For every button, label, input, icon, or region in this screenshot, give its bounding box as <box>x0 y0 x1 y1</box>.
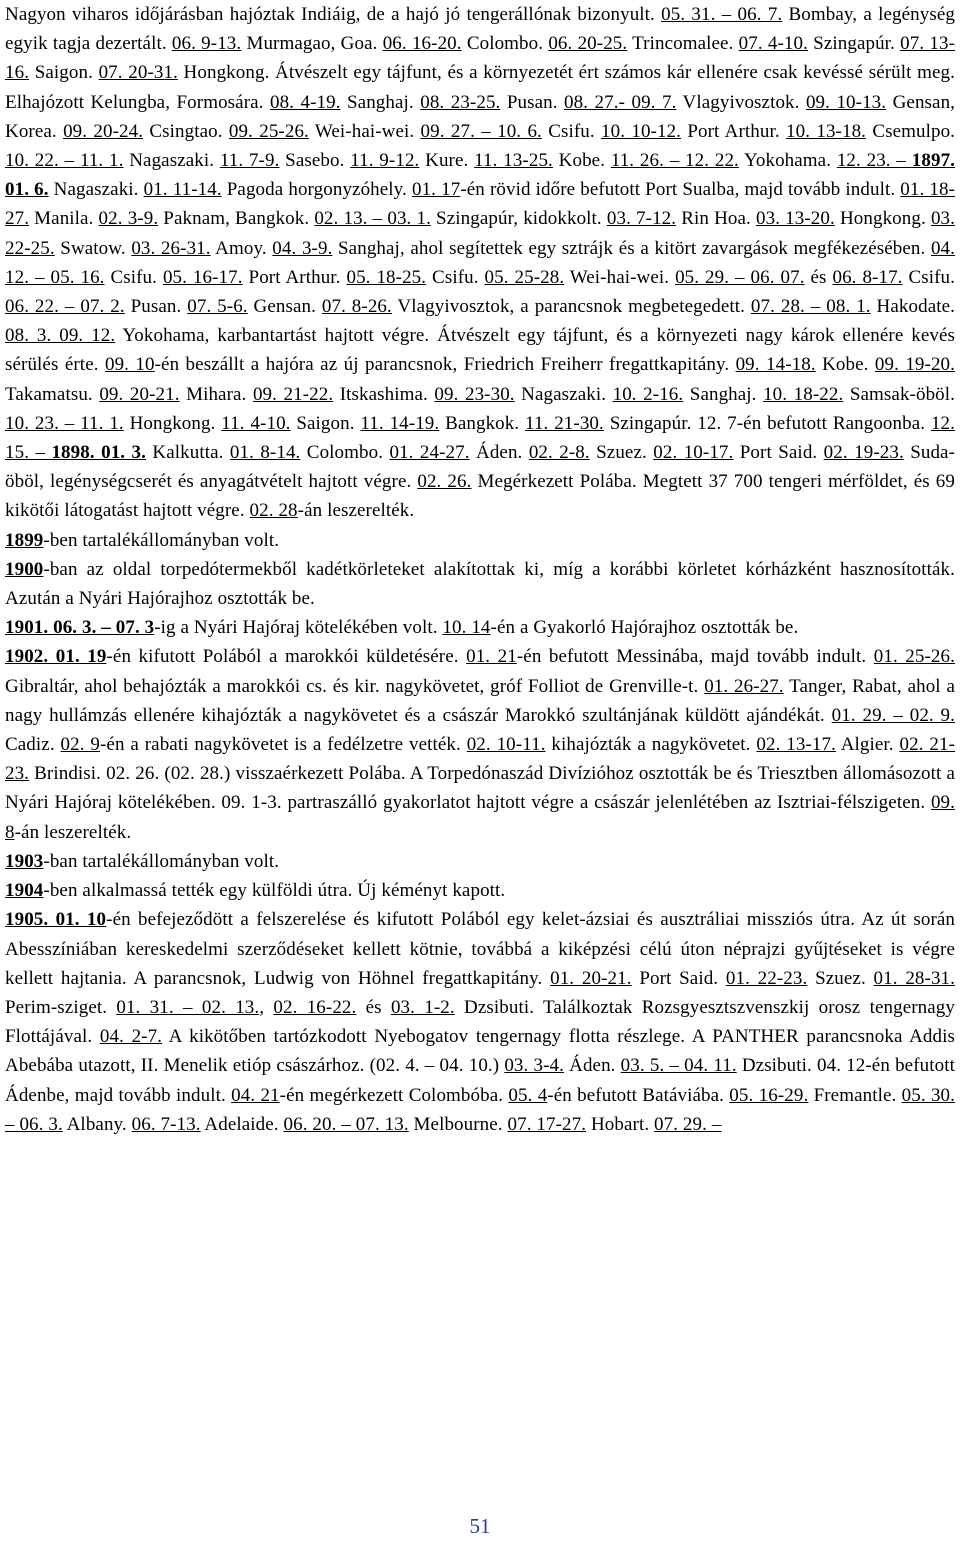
paragraph <box>5 0 955 526</box>
text-run: Nagyon viharos időjárásban hajóztak Indiáig, de a hajó jó tengerállónak bizonyult. <box>5 4 662 25</box>
text-run: Szuez. <box>589 442 654 464</box>
date-reference: 06. 20. – 07. 13. <box>283 1113 409 1135</box>
date-reference: 02. 10-17. <box>653 442 734 464</box>
date-reference: 02. 2-8. <box>528 442 590 464</box>
date-reference: 01. 18-27. <box>5 179 955 230</box>
date-reference: 01. 26-27. <box>704 675 784 697</box>
text-run: Trincomalee. <box>627 33 739 55</box>
date-reference: 03. 22-25. <box>5 208 955 259</box>
text-run: Samsak-öböl. <box>843 383 955 405</box>
text-run: Megérkezett Polába. Megtett 37 700 tengeri mérföldet, és 69 kikötői látogatást hajtott végre. <box>5 471 955 522</box>
date-reference: 1899 <box>5 529 44 551</box>
date-reference: 1905. 01. 10 <box>5 909 107 931</box>
date-reference: 11. 14-19. <box>360 412 440 434</box>
date-reference: 02. 21-23. <box>5 734 956 785</box>
text-run: Colombo. <box>300 442 390 464</box>
date-reference: 05. 18-25. <box>346 266 427 288</box>
date-reference: 05. 29. – 06. 07. <box>675 266 805 288</box>
text-run: Swatow. <box>54 237 132 259</box>
date-reference: 01. 25-26. <box>873 646 955 668</box>
text-run: Port Said. <box>733 442 824 464</box>
paragraph <box>5 847 955 876</box>
date-reference: 1900 <box>5 558 44 580</box>
text-run: Saigon. <box>29 62 99 84</box>
date-reference: 01. 21 <box>466 646 517 668</box>
text-run: -én kifutott Polából a marokkói küldetésére. <box>106 646 467 668</box>
date-reference: 11. 13-25. <box>474 150 553 172</box>
text-run: Szingapúr. <box>807 33 901 55</box>
date-reference: 05. 31. – 06. 7. <box>661 4 783 25</box>
text-run: Szingapúr, kidokkolt. <box>430 208 607 230</box>
date-reference: 04. 12. – 05. 16. <box>5 237 955 288</box>
text-run: Sanghaj, ahol segítettek egy sztrájk és a kitört zavargások megfékezésében. <box>332 237 931 259</box>
text-run: Csifu. <box>426 266 485 288</box>
date-reference: 02. 9 <box>60 734 100 756</box>
text-run: -ben tartalékállományban volt. <box>43 529 280 551</box>
date-reference: 05. 16-17. <box>162 266 243 288</box>
text-run: Sasebo. <box>279 150 351 172</box>
date-reference: 1902. 01. 19 <box>5 646 107 668</box>
text-run: -én a Gyakorló Hajórajhoz osztották be. <box>490 617 799 639</box>
date-reference: 1897. 01. 6. <box>5 150 956 201</box>
paragraph <box>5 642 955 846</box>
date-reference: 11. 7-9. <box>219 150 280 172</box>
date-reference: 02. 10-11. <box>466 734 546 756</box>
date-reference: 01. 20-21. <box>550 967 632 989</box>
text-run: és <box>804 266 833 288</box>
date-reference: 11. 21-30. <box>525 412 604 434</box>
date-reference: 01. 11-14. <box>143 179 222 201</box>
date-reference: 03. 26-31. <box>131 237 211 259</box>
date-reference: 03. 1-2. <box>390 996 455 1018</box>
text-run: Albany. <box>62 1113 132 1135</box>
text-run: -én befejeződött a felszerelése és kifutott Polából egy kelet-ázsiai és ausztráliai missziós útra. Az út során Abesszíniában kereskedelmi szerződéseket kellett kötnie, továbbá a kiképzési célú úton néprajzi gyűjtéseket is végre kellett hajtania. A parancsnok, Ludwig von Höhnel fregattkapitány. <box>5 909 956 989</box>
date-reference: 08. 23-25. <box>420 91 501 113</box>
text-run: Suda-öböl, legénységcserét és anyagátvételt hajtott végre. <box>5 442 956 493</box>
text-run: -én megérkezett Colombóba. <box>279 1084 509 1106</box>
text-run: Port Arthur. <box>681 120 786 142</box>
date-reference: 03. 7-12. <box>606 208 677 230</box>
date-reference: 09. 19-20. <box>874 354 955 376</box>
text-run: Kure. <box>419 150 475 172</box>
date-reference: 01. 31. – 02. 13. <box>116 996 260 1018</box>
date-reference: 02. 3-9. <box>98 208 159 230</box>
text-run: Nagaszaki. <box>514 383 613 405</box>
text-run: -én befutott Messinába, majd tovább indult. <box>516 646 874 668</box>
text-run: Wei-hai-wei. <box>308 120 421 142</box>
text-run: Paknam, Bangkok. <box>158 208 315 230</box>
text-run: Dzsibuti. Találkoztak Rozsgyesztszvenszkij orosz tengernagy Flottájával. <box>5 996 956 1048</box>
text-run: Adelaide. <box>200 1113 284 1135</box>
date-reference: 02. 19-23. <box>823 442 904 464</box>
paragraph <box>5 905 955 1139</box>
text-run: Csifu. <box>541 120 602 142</box>
text-run: Algier. <box>835 734 900 756</box>
date-reference: 05. 30. – 06. 3. <box>5 1084 955 1135</box>
date-reference: 02. 13-17. <box>756 734 836 756</box>
date-reference: 09. 25-26. <box>228 120 309 142</box>
text-run: , <box>259 996 274 1018</box>
date-reference: 04. 21 <box>231 1084 280 1106</box>
text-run: -án leszerelték. <box>297 500 415 522</box>
date-reference: 09. 23-30. <box>434 383 515 405</box>
text-run: Hobart. <box>586 1113 655 1135</box>
date-reference: 10. 22. – 11. 1. <box>5 150 124 172</box>
text-run: Tanger, Rabat, ahol a nagy hullámzás ellenére kihajózták a nagykövetet és a császár Marokkó szultánjának küldött ajándékát. <box>5 675 956 726</box>
date-reference: 07. 17-27. <box>507 1113 587 1135</box>
date-reference: 09. 10 <box>104 354 155 376</box>
date-reference: 03. 13-20. <box>756 208 835 230</box>
date-reference: 01. 28-31. <box>873 967 956 989</box>
date-reference: 09. 27. – 10. 6. <box>420 120 542 142</box>
text-run: Perim-sziget. <box>5 996 117 1018</box>
date-reference: 10. 18-22. <box>763 383 844 405</box>
document-body <box>5 0 955 1139</box>
text-run: -én rövid időre befutott Port Sualba, majd tovább indult. <box>460 179 901 201</box>
text-run: Áden. <box>469 442 529 464</box>
date-reference: 06. 22. – 07. 2. <box>5 296 125 318</box>
date-reference: 1901. 06. 3. – 07. 3 <box>5 617 155 639</box>
text-run: Szingapúr. 12. 7-én befutott Rangoonba. <box>603 412 931 434</box>
text-run: Bangkok. <box>439 412 526 434</box>
date-reference: 05. 25-28. <box>484 266 565 288</box>
date-reference: 08. 27.- 09. 7. <box>564 91 677 113</box>
text-run: Gensan. <box>247 296 322 318</box>
text-run: kihajózták a nagykövetet. <box>545 734 757 756</box>
text-run: -én beszállt a hajóra az új parancsnok, Friedrich Freiherr fregattkapitány. <box>154 354 736 376</box>
text-run: Hongkong. Átvészelt egy tájfunt, és a környezetét ért számos kár ellenére csak kevéssé sérült meg. Elhajózott Kelungba, Formosára. <box>5 62 956 113</box>
text-run: Gibraltár, ahol behajózták a marokkói cs. és kir. nagykövetet, gróf Folliot de Grenville-t. <box>5 675 705 697</box>
text-run: Kalkutta. <box>146 442 230 464</box>
text-run: Yokohama, karbantartást hajtott végre. Átvészelt egy tájfunt, és a környezeti nagy károk ellenére kevés sérülés érte. <box>5 325 955 376</box>
text-run: Gensan, Korea. <box>5 91 956 142</box>
date-reference: 10. 13-18. <box>786 120 867 142</box>
date-reference: 11. 26. – 12. 22. <box>610 150 739 172</box>
text-run: Wei-hai-wei. <box>564 266 676 288</box>
date-reference: 06. 7-13. <box>131 1113 201 1135</box>
text-run: -én befutott Batáviába. <box>547 1084 730 1106</box>
date-reference: 05. 4 <box>508 1084 548 1106</box>
date-reference: 06. 16-20. <box>382 33 462 55</box>
date-reference: 04. 3-9. <box>272 237 333 259</box>
date-reference: 05. 16-29. <box>729 1084 809 1106</box>
text-run: -ban tartalékállományban volt. <box>43 850 280 872</box>
text-run: Pusan. <box>500 91 565 113</box>
date-reference: 04. 2-7. <box>99 1026 163 1048</box>
text-run: és <box>356 996 391 1018</box>
text-run: Mihara. <box>179 383 253 405</box>
date-reference: 07. 29. – <box>654 1113 722 1135</box>
text-run: Csifu. <box>104 266 163 288</box>
text-run: Rin Hoa. <box>676 208 756 230</box>
date-reference: 07. 4-10. <box>738 33 808 55</box>
text-run: Kobe. <box>815 354 875 376</box>
text-run: A kikötőben tartózkodott Nyebogatov tengernagy flotta részlege. A PANTHER parancsnoka Addis Abebába utazott, II. Menelik etióp császárhoz. (02. 4. – 04. 10.) <box>5 1026 955 1077</box>
text-run: -ben alkalmassá tették egy külföldi útra. Új kéményt kapott. <box>43 880 506 902</box>
date-reference: 06. 20-25. <box>548 33 628 55</box>
date-reference: 07. 28. – 08. 1. <box>750 296 871 318</box>
text-run: Hakodate. <box>870 296 955 318</box>
date-reference: 09. 20-24. <box>63 120 144 142</box>
date-reference: 07. 8-26. <box>321 296 392 318</box>
date-reference: 12. 23. – <box>836 150 912 172</box>
text-run: Csingtao. <box>143 120 229 142</box>
text-run: Melbourne. <box>408 1113 508 1135</box>
date-reference: 09. 10-13. <box>805 91 887 113</box>
text-run: Csifu. <box>902 266 955 288</box>
text-run: Sanghaj. <box>340 91 421 113</box>
text-run: Vlagyivosztok, a parancsnok megbetegedett. <box>391 296 751 318</box>
text-run: Kobe. <box>552 150 611 172</box>
text-run: -ig a Nyári Hajóraj kötelékében volt. <box>154 617 443 639</box>
paragraph <box>5 555 955 613</box>
text-run: Vlagyivosztok. <box>676 91 806 113</box>
date-reference: 01. 8-14. <box>229 442 301 464</box>
date-reference: 07. 20-31. <box>98 62 178 84</box>
date-reference: 1898. 01. 3. <box>51 442 146 464</box>
date-reference: 01. 17 <box>411 179 461 201</box>
text-run: Hongkong. <box>834 208 931 230</box>
text-run: Colombo. <box>461 33 549 55</box>
text-run: Pusan. <box>124 296 188 318</box>
date-reference: 12. 15. – <box>5 412 955 464</box>
date-reference: 03. 5. – 04. 11. <box>620 1055 737 1077</box>
date-reference: 1904 <box>5 880 44 902</box>
text-run: Nagaszaki. <box>123 150 220 172</box>
text-run: Hongkong. <box>123 412 222 434</box>
text-run: Amoy. <box>210 237 273 259</box>
date-reference: 02. 28 <box>249 500 298 522</box>
text-run: Itskashima. <box>333 383 435 405</box>
date-reference: 1903 <box>5 850 44 872</box>
date-reference: 09. 21-22. <box>252 383 334 405</box>
date-reference: 09. 8 <box>5 792 955 843</box>
text-run: Port Arthur. <box>242 266 347 288</box>
date-reference: 03. 3-4. <box>504 1055 564 1077</box>
date-reference: 11. 4-10. <box>221 412 291 434</box>
paragraph <box>5 526 955 555</box>
date-reference: 10. 14 <box>442 617 491 639</box>
date-reference: 01. 24-27. <box>389 442 470 464</box>
date-reference: 01. 29. – 02. 9. <box>831 704 955 726</box>
date-reference: 08. 4-19. <box>269 91 341 113</box>
text-run: Takamatsu. <box>5 383 100 405</box>
text-run: -án leszerelték. <box>14 821 132 843</box>
date-reference: 10. 2-16. <box>612 383 684 405</box>
text-run: Cadiz. <box>5 734 61 756</box>
text-run: -én a rabati nagykövetet is a fedélzetre vették. <box>99 734 467 756</box>
text-run: Szuez. <box>807 967 874 989</box>
text-run: Bombay, a legénység egyik tagja dezertált. <box>5 4 955 55</box>
text-run: Áden. <box>564 1055 621 1077</box>
text-run: Yokohama. <box>738 150 837 172</box>
date-reference: 02. 13. – 03. 1. <box>314 208 431 230</box>
date-reference: 07. 5-6. <box>187 296 248 318</box>
date-reference: 06. 8-17. <box>832 266 903 288</box>
text-run: Sanghaj. <box>683 383 764 405</box>
text-run: Port Said. <box>631 967 726 989</box>
date-reference: 09. 20-21. <box>99 383 180 405</box>
date-reference: 10. 23. – 11. 1. <box>5 412 124 434</box>
text-run: Manila. <box>29 208 99 230</box>
date-reference: 08. 3. 09. 12. <box>5 325 116 347</box>
page-number: 51 <box>469 1514 491 1538</box>
date-reference: 02. 16-22. <box>273 996 357 1018</box>
text-run: -ban az oldal torpedótermekből kadétkörleteket alakítottak ki, míg a korábbi körletet kórházként hasznosították. Azután a Nyári Hajórajhoz osztották be. <box>5 558 955 610</box>
date-reference: 11. 9-12. <box>350 150 420 172</box>
text-run: Dzsibuti. 04. 12-én befutott Ádenbe, majd tovább indult. <box>5 1055 955 1106</box>
text-run: Murmagao, Goa. <box>241 33 383 55</box>
text-run: Pagoda horgonyzóhely. <box>221 179 412 201</box>
date-reference: 01. 22-23. <box>725 967 808 989</box>
date-reference: 02. 26. <box>417 471 472 493</box>
date-reference: 10. 10-12. <box>601 120 682 142</box>
date-reference: 09. 14-18. <box>735 354 816 376</box>
text-run: Csemulpo. <box>866 120 956 142</box>
text-run: Saigon. <box>290 412 361 434</box>
text-run: Fremantle. <box>808 1084 902 1106</box>
text-run: Brindisi. 02. 26. (02. 28.) visszaérkezett Polába. A Torpedónaszád Divízióhoz osztották be és Triesztben állomásozott a Nyári Hajóraj kötelékében. 09. 1-3. partraszálló gyakorlatot hajtott végre a császár jelenlétében az Isztriai-félszigeten. <box>5 763 955 814</box>
date-reference: 06. 9-13. <box>171 33 242 55</box>
paragraph <box>5 876 955 905</box>
text-run: Nagaszaki. <box>48 179 144 201</box>
date-reference: 07. 13-16. <box>5 33 956 84</box>
paragraph <box>5 613 955 642</box>
